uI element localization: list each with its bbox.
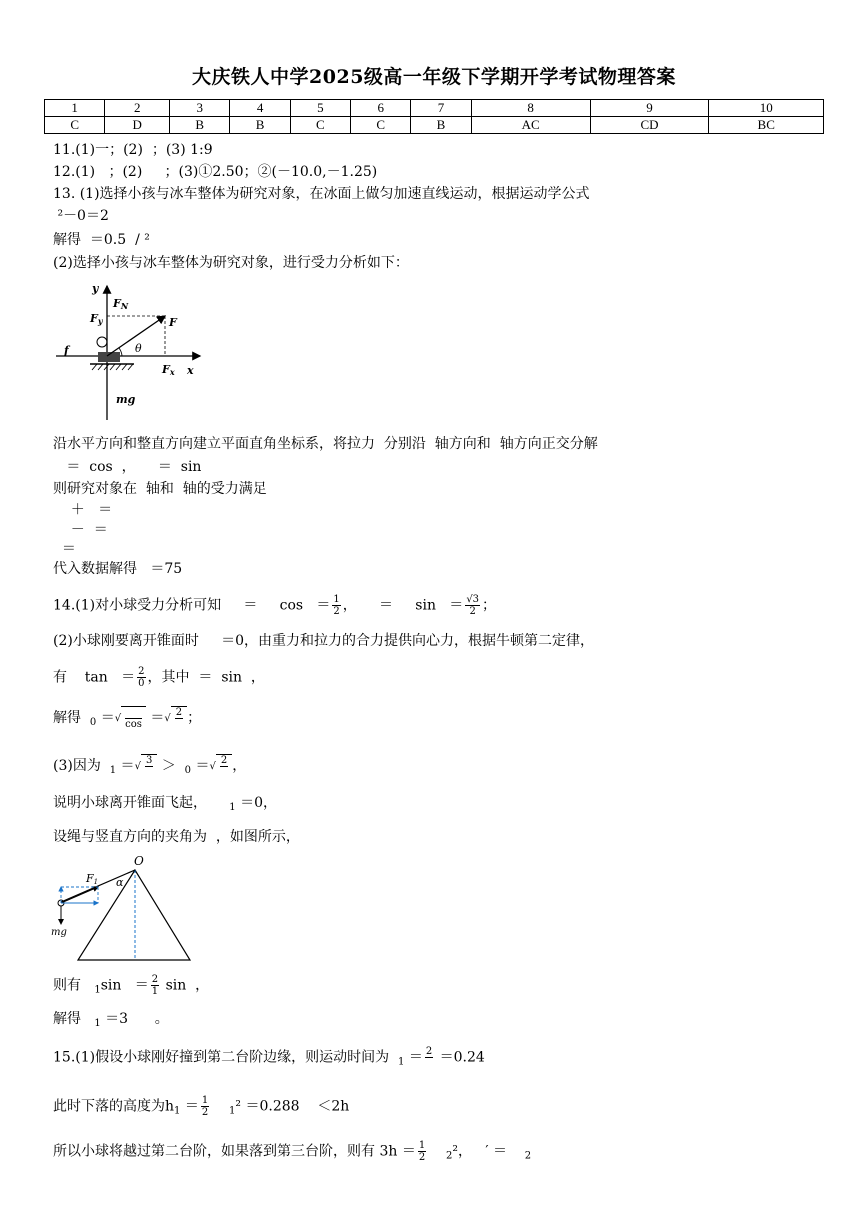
answer-choice-cell: C	[45, 117, 105, 134]
answer-number-cell: 4	[230, 100, 290, 117]
answer-number-cell: 7	[411, 100, 471, 117]
q11-line: 11.(1)一；(2) ；(3) 1:9	[53, 142, 213, 158]
q14-solution-final: 解得 $_1$ ＝3 。	[53, 1011, 169, 1029]
q14-angle-line: 设绳与竖直方向的夹角为 ，如图所示，	[53, 829, 300, 845]
label-friction: f	[64, 344, 69, 357]
q15-height-line: 此时下落的高度为$h_1$ ＝ $\frac{1}{2}$ $_1$² ＝0.288 ＜2h	[53, 1095, 350, 1118]
q14-part3: (3)因为 $_1$ ＝√ 3 ＞ $_0$ ＝√ 2 ，	[53, 755, 247, 776]
answer-choice-cell: BC	[709, 117, 824, 134]
label-alpha: α	[116, 876, 124, 889]
q15-part1: 15.(1)假设小球刚好撞到第二台阶边缘，则运动时间为 $_1$ ＝ 2 ＝0.24	[53, 1046, 485, 1068]
answer-table	[44, 99, 824, 134]
sled-shape	[98, 352, 120, 362]
q14-newton-line: 有 tan ＝ $\frac{2}{0}$ ，其中 ＝ sin ，	[53, 666, 265, 689]
answer-number-cell: 10	[709, 100, 824, 117]
q14-part2: (2)小球刚要离开锥面时 ＝0，由重力和拉力的合力提供向心力，根据牛顿第二定律，	[53, 633, 594, 649]
label-f: F	[169, 316, 177, 329]
q13-equation-4: － ＝	[53, 522, 108, 538]
q15-third-step-line: 所以小球将越过第二台阶，如果落到第三台阶，则有 3h ＝ $\frac{1}{2}$ $_2$²， ′ ＝ $_2$	[53, 1140, 532, 1163]
q13-solution-2: 代入数据解得 ＝75	[53, 561, 183, 577]
q13-equation-1: ²－0＝2	[53, 208, 109, 224]
q13-intro: 13. (1)选择小孩与冰车整体为研究对象，在冰面上做匀加速直线运动，根据运动学公式	[53, 186, 590, 202]
answer-numbers-row	[45, 100, 824, 117]
label-fy: Fy	[90, 312, 103, 326]
answer-choice-cell: B	[170, 117, 230, 134]
answer-number-cell: 2	[105, 100, 170, 117]
answer-number-cell: 1	[45, 100, 105, 117]
label-mg: mg	[116, 393, 136, 406]
label-fn: FN	[113, 297, 129, 311]
label-o: O	[134, 854, 144, 868]
child-shape	[97, 337, 107, 347]
q13-equation-5: ＝	[53, 541, 76, 557]
answer-choice-cell: C	[351, 117, 411, 134]
answer-choice-cell: B	[230, 117, 290, 134]
q13-solution-1: 解得 ＝0.5 / ²	[53, 232, 150, 248]
answer-number-cell: 8	[471, 100, 590, 117]
q12-line: 12.(1) ；(2) ；(3)①2.50；②(－10.0,－1.25)	[53, 164, 378, 180]
answer-number-cell: 6	[351, 100, 411, 117]
q14-equation-final: 则有 $_1$sin ＝ $\frac{2}{1}$ sin ，	[53, 974, 210, 997]
answer-choice-cell: B	[411, 117, 471, 134]
tension-arrow	[61, 887, 98, 903]
q13-equation-3: ＋ ＝	[53, 502, 113, 518]
page-title: 大庆铁人中学2025级高一年级下学期开学考试物理答案	[192, 66, 676, 88]
answer-choice-cell: D	[105, 117, 170, 134]
answer-choices-row	[45, 117, 824, 134]
label-theta: θ	[135, 342, 142, 355]
label-f1: F1	[86, 872, 99, 886]
q13-equation-2: ＝ cos ， ＝ sin	[53, 459, 202, 475]
answer-choice-cell: CD	[590, 117, 709, 134]
q13-condition: 则研究对象在 轴和 轴的受力满足	[53, 481, 267, 497]
answer-choice-cell: AC	[471, 117, 590, 134]
q13-decompose: 沿水平方向和整直方向建立平面直角坐标系，将拉力 分别沿 轴方向和 轴方向正交分解	[53, 436, 598, 452]
answer-number-cell: 5	[290, 100, 350, 117]
answer-choice-cell: C	[290, 117, 350, 134]
cone-diagram-figure	[50, 852, 200, 962]
force-diagram-figure	[52, 280, 212, 430]
answer-number-cell: 9	[590, 100, 709, 117]
q13-part2: (2)选择小孩与冰车整体为研究对象，进行受力分析如下：	[53, 255, 409, 271]
label-mg-2: mg	[51, 927, 67, 938]
q14-fly-off: 说明小球离开锥面飞起， $_1$ ＝0，	[53, 795, 277, 813]
label-x: x	[187, 364, 194, 377]
label-fx: Fx	[162, 363, 175, 377]
q14-solution-omega0: 解得 $_0$ ＝√ cos ＝√ 2 ；	[53, 707, 202, 730]
q14-part1: 14.(1)对小球受力分析可知 ＝ cos ＝ $\frac{1}{2}$ ， ＝ sin ＝ $\frac{√3}{2}$ ；	[53, 594, 497, 617]
answer-number-cell: 3	[170, 100, 230, 117]
label-y: y	[92, 282, 99, 295]
